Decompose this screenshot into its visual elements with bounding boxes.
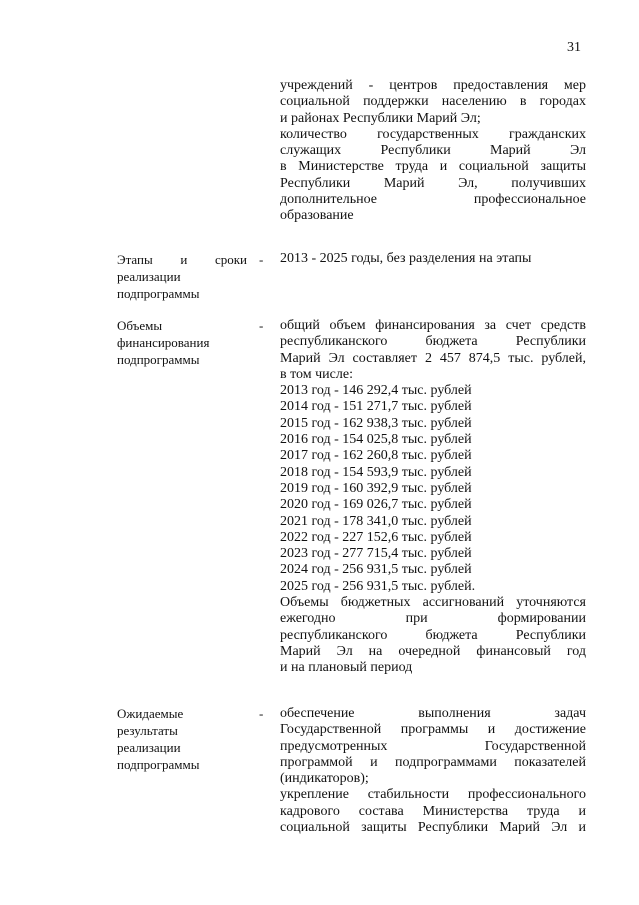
text-line: Марий Эл составляет 2 457 874,5 тыс. рублей, <box>280 350 586 366</box>
text-line: результаты <box>117 723 178 738</box>
stages-value <box>280 251 586 267</box>
indicators-continuation <box>280 78 586 225</box>
text-line: подпрограммы <box>117 286 200 301</box>
text-line: 2014 год - 151 271,7 тыс. рублей <box>280 399 472 415</box>
text-line: образование <box>280 208 354 224</box>
text-line: финансирования <box>117 335 210 350</box>
text-line: программой и подпрограммами показателей <box>280 754 586 770</box>
text-line: 2019 год - 160 392,9 тыс. рублей <box>280 480 472 496</box>
text-line: (индикаторов); <box>280 771 369 787</box>
text-line: 2016 год - 154 025,8 тыс. рублей <box>280 432 472 448</box>
text-line: обеспечение выполнения задач <box>280 706 586 721</box>
results-value <box>280 706 586 836</box>
text-line: кадрового состава Министерства труда и <box>280 803 586 819</box>
funding-value <box>280 318 586 677</box>
text-line: служащих Республики Марий Эл <box>280 143 586 159</box>
text-line: укрепление стабильности профессионального <box>280 787 586 803</box>
text-line: 2013 год - 146 292,4 тыс. рублей <box>280 383 472 399</box>
text-line: в Министерстве труда и социальной защиты <box>280 159 586 175</box>
stages-label <box>117 251 247 302</box>
text-line: Объемы <box>117 318 163 333</box>
text-line: социальной поддержки населению в городах <box>280 94 586 110</box>
text-line: республиканского бюджета Республики <box>280 334 586 350</box>
page-number: 31 <box>567 40 581 55</box>
text-line: республиканского бюджета Республики <box>280 627 586 643</box>
funding-dash: - <box>259 318 264 333</box>
text-line: Ожидаемые <box>117 706 184 721</box>
text-line: в том числе: <box>280 366 353 382</box>
text-line: 2024 год - 256 931,5 тыс. рублей <box>280 562 472 578</box>
text-line: количество государственных гражданских <box>280 126 586 142</box>
text-line: 2020 год - 169 026,7 тыс. рублей <box>280 497 472 513</box>
text-line: Этапы и сроки <box>117 252 247 267</box>
text-line: Республики Марий Эл, получивших <box>280 175 586 191</box>
text-line: 2023 год - 277 715,4 тыс. рублей <box>280 546 472 562</box>
text-line: подпрограммы <box>117 352 200 367</box>
text-line: 2025 год - 256 931,5 тыс. рублей. <box>280 578 476 594</box>
text-line: 2015 год - 162 938,3 тыс. рублей <box>280 415 472 431</box>
stages-dash: - <box>259 252 264 267</box>
text-line: дополнительное профессиональное <box>280 192 586 208</box>
text-line: и районах Республики Марий Эл; <box>280 110 481 126</box>
results-dash: - <box>259 706 264 721</box>
text-line: реализации <box>117 269 181 284</box>
text-line: ежегодно при формировании <box>280 611 586 627</box>
text-line: Марий Эл на очередной финансовый год <box>280 643 586 659</box>
text-line: 2021 год - 178 341,0 тыс. рублей <box>280 513 472 529</box>
text-line: Государственной программы и достижение <box>280 722 586 738</box>
text-line: Объемы бюджетных ассигнований уточняются <box>280 595 586 611</box>
text-line: подпрограммы <box>117 757 200 772</box>
text-line: 2018 год - 154 593,9 тыс. рублей <box>280 464 472 480</box>
text-line: общий объем финансирования за счет средств <box>280 318 586 333</box>
results-label <box>117 705 247 773</box>
text-line: 2017 год - 162 260,8 тыс. рублей <box>280 448 472 464</box>
text-line: учреждений - центров предоставления мер <box>280 78 586 93</box>
text-line: реализации <box>117 740 181 755</box>
text-line: 2013 - 2025 годы, без разделения на этапы <box>280 251 532 266</box>
text-line: 2022 год - 227 152,6 тыс. рублей <box>280 529 472 545</box>
text-line: социальной защиты Республики Марий Эл и <box>280 820 586 836</box>
funding-label <box>117 317 247 368</box>
text-line: предусмотренных Государственной <box>280 738 586 754</box>
text-line: и на плановый период <box>280 660 413 676</box>
